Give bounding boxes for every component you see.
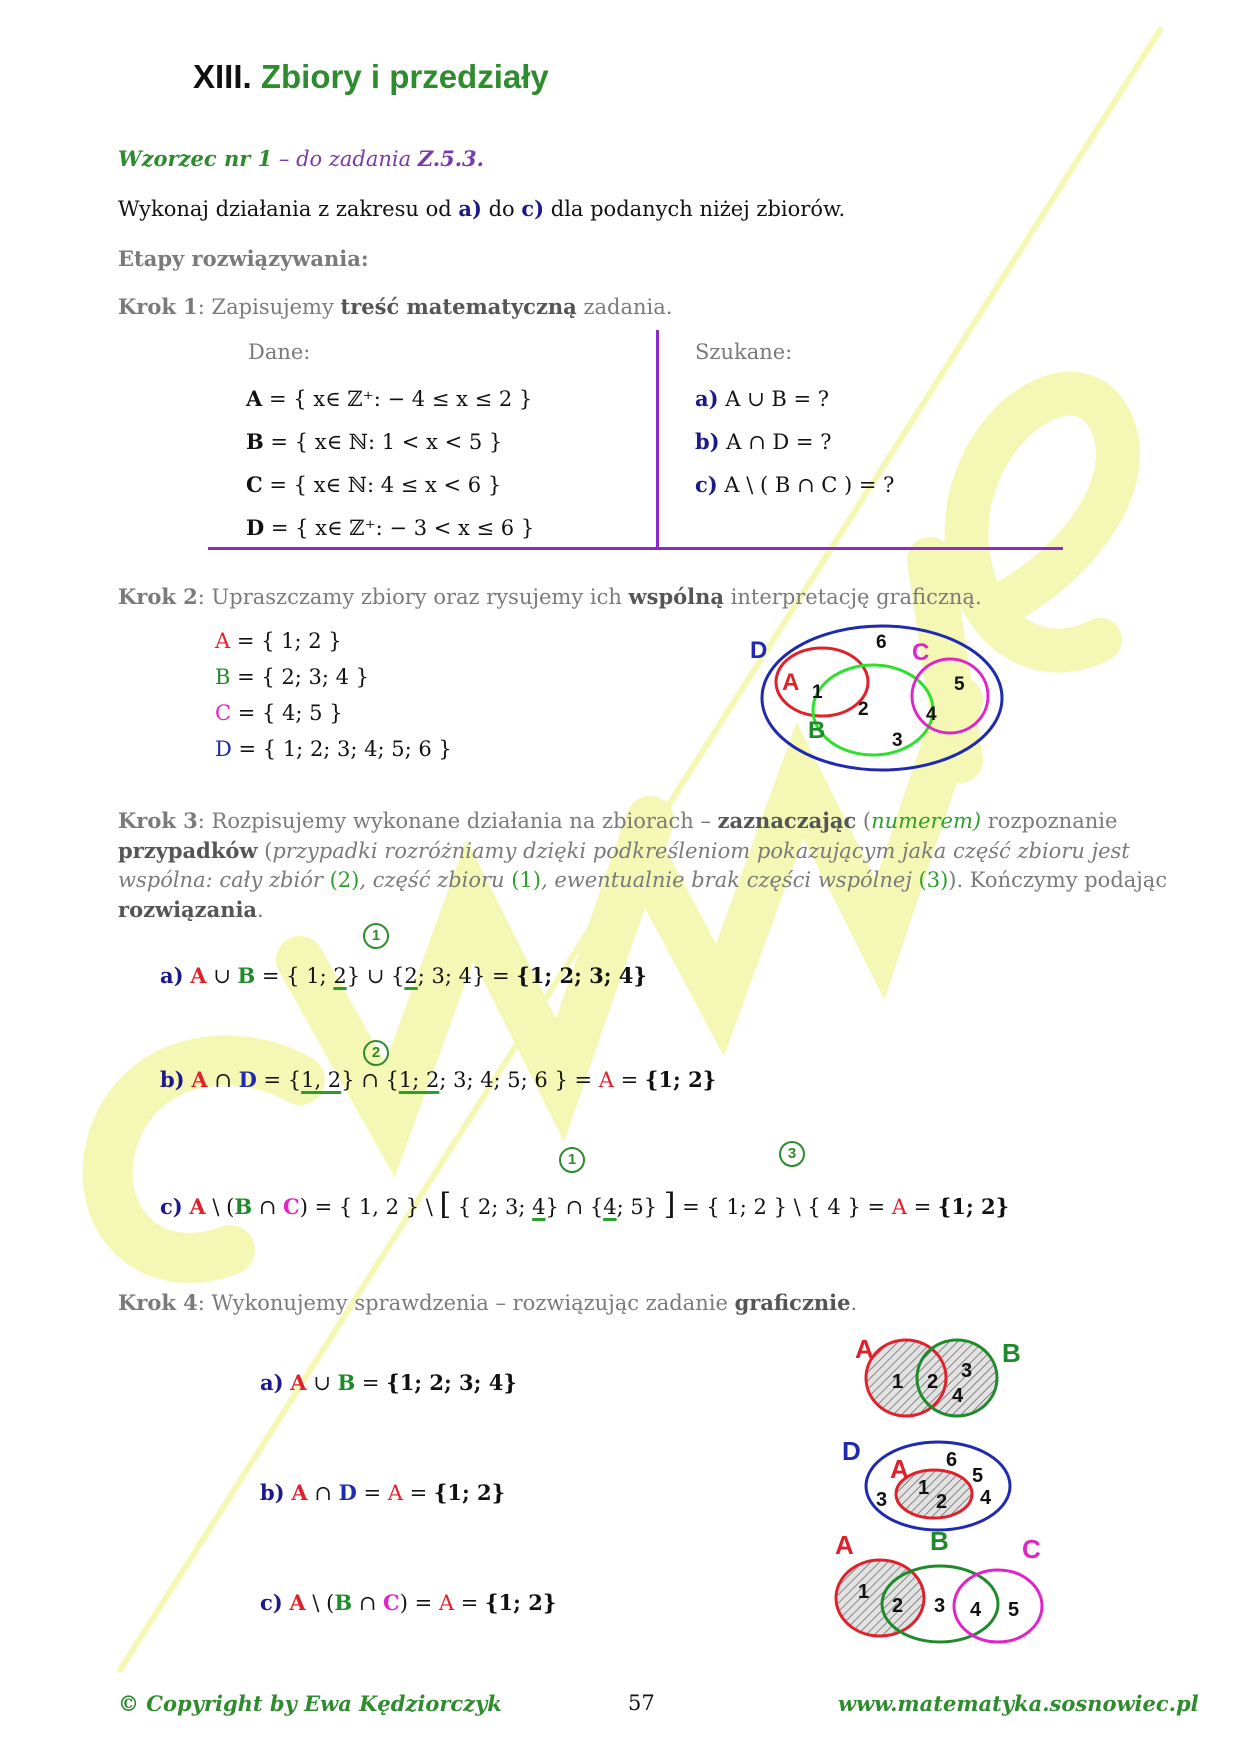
eq-underlined: 1; 2 [398, 1068, 440, 1092]
given-set-body: = { x∈ ℕ: 4 ≤ x < 6 } [262, 473, 502, 497]
given-b [246, 429, 502, 454]
eq-text: = [613, 1068, 645, 1092]
venn-num-5: 5 [1008, 1599, 1020, 1621]
venn-label-d: D [750, 637, 768, 664]
set-name: D [215, 737, 232, 761]
step3-paragraph [118, 806, 1167, 925]
set-name: A [215, 629, 231, 653]
step3-text: ( [257, 839, 273, 863]
check-a [260, 1370, 517, 1395]
given-header: Dane: [248, 340, 311, 364]
given-set-name: B [246, 429, 264, 454]
eq-result: {1; 2} [485, 1590, 557, 1615]
step1-label: Krok 1 [118, 294, 198, 319]
set-body: = { 4; 5 } [231, 701, 343, 725]
page-number: 57 [628, 1691, 655, 1715]
venn-num-3: 3 [892, 730, 903, 751]
venn-label-a: A [835, 1530, 854, 1560]
step3-text: : Rozpisujemy wykonane działania na zbiorach – [197, 809, 718, 833]
step3-text: ( [856, 809, 872, 833]
eq-result: {1; 2} [644, 1067, 717, 1092]
sought-a [695, 386, 829, 411]
venn-set-c [912, 659, 988, 733]
step1-bold: treść matematyczną [340, 294, 577, 319]
step3-green: (1) [511, 868, 541, 892]
venn-num-1: 1 [858, 1581, 870, 1603]
venn-label-a: A [855, 1334, 874, 1364]
check-c [260, 1590, 556, 1615]
eq-set-b: B [237, 963, 256, 988]
step3-text: ). Kończymy podając [948, 868, 1168, 892]
instruction [118, 196, 845, 221]
venn-num-2: 2 [936, 1491, 948, 1513]
set-body: = { 2; 3; 4 } [230, 665, 370, 689]
instruction-mid: do [481, 197, 522, 221]
eq-text: } ∩ { [545, 1195, 604, 1219]
eq-text: ) = { 1, 2 } \ [299, 1195, 440, 1219]
sought-header: Szukane: [695, 340, 793, 364]
eq-set-a: A [191, 1067, 208, 1092]
venn-num-3: 3 [876, 1489, 888, 1511]
pattern-task: Z.5.3. [417, 146, 484, 171]
eq-set-d: D [338, 1480, 357, 1505]
venn-label-d: D [842, 1436, 861, 1466]
step4-post: . [850, 1291, 858, 1315]
chapter-title: Zbiory i przedziały [260, 58, 549, 95]
venn-label-c: C [912, 639, 930, 666]
step3-italic: wspólna: cały zbiór [118, 868, 330, 892]
step1-heading [118, 294, 672, 319]
venn-diagram-main [740, 620, 1020, 780]
eq-op: ∩ [352, 1591, 384, 1615]
step3-green: numerem) [871, 809, 982, 833]
eq-text: } ∪ { [346, 964, 405, 988]
step1-post: zadania. [576, 295, 673, 319]
eq-underlined: 2 [404, 964, 418, 988]
eq-set-a: A [598, 1068, 614, 1092]
venn-check-b [838, 1432, 1018, 1532]
case-marker: 2 [363, 1040, 389, 1066]
eq-label: c) [260, 1590, 283, 1615]
eq-op: ∩ [207, 1068, 239, 1092]
venn-num-4: 4 [980, 1487, 992, 1509]
equation-b [160, 1067, 716, 1092]
eq-text: = { [256, 1068, 302, 1092]
sought-body: A \ ( B ∩ C ) = ? [717, 473, 895, 497]
given-set-body: = { x∈ ℕ: 1 < x < 5 } [263, 430, 503, 454]
simplified-a [215, 629, 342, 653]
eq-bracket: [ [439, 1187, 452, 1222]
case-marker: 3 [779, 1141, 805, 1167]
venn-label-b: B [808, 717, 826, 744]
sought-label: c) [695, 472, 718, 497]
stages-heading: Etapy rozwiązywania: [118, 246, 369, 271]
eq-set-c: C [283, 1194, 300, 1219]
eq-underlined: 4 [603, 1195, 617, 1219]
eq-text: \ ( [205, 1195, 235, 1219]
case-marker: 1 [363, 923, 389, 949]
venn-label-b: B [1002, 1338, 1021, 1368]
step3-text: rozpoznanie [981, 809, 1118, 833]
step4-bold: graficznie [734, 1290, 851, 1315]
step3-italic: , część zbioru [359, 868, 512, 892]
step3-bold: rozwiązania [118, 897, 258, 922]
step3-bold: przypadków [118, 838, 258, 863]
eq-text: { 2; 3; [451, 1195, 533, 1219]
sought-body: A ∩ D = ? [719, 430, 832, 454]
eq-underlined: 4 [532, 1195, 546, 1219]
sought-body: A ∪ B = ? [718, 387, 829, 411]
given-set-name: A [246, 386, 263, 411]
venn-num-2: 2 [858, 699, 869, 720]
pattern-dash: – do zadania [272, 147, 418, 171]
venn-num-3: 3 [934, 1595, 946, 1617]
venn-num-2: 2 [927, 1371, 939, 1393]
step3-text: . [257, 898, 264, 922]
eq-set-a: A [291, 1480, 308, 1505]
eq-text: } ∩ { [341, 1068, 399, 1092]
eq-set-a: A [190, 963, 207, 988]
eq-result: {1; 2; 3; 4} [516, 963, 647, 988]
venn-check-a [850, 1330, 1030, 1425]
step1-pre: : Zapisujemy [197, 295, 341, 319]
venn-num-4: 4 [926, 704, 937, 725]
given-set-body: = { x∈ ℤ⁺: − 3 < x ≤ 6 } [264, 516, 535, 540]
eq-label: b) [160, 1067, 185, 1092]
venn-label-c: C [1022, 1534, 1041, 1564]
step2-post: interpretację graficzną. [724, 585, 982, 609]
eq-label: c) [160, 1194, 183, 1219]
venn-num-2: 2 [892, 1595, 904, 1617]
eq-label: a) [160, 963, 184, 988]
equation-a [160, 963, 647, 988]
eq-result: {1; 2} [433, 1480, 506, 1505]
eq-text: \ ( [305, 1591, 335, 1615]
venn-num-1: 1 [918, 1477, 930, 1499]
step4-heading [118, 1290, 857, 1315]
sought-b [695, 429, 831, 454]
eq-text: ; 5} [616, 1195, 664, 1219]
eq-text: ; 3; 4} = [417, 964, 517, 988]
footer-copyright: © Copyright by Ewa Kędziorczyk [118, 1691, 502, 1716]
case-marker: 1 [559, 1147, 585, 1173]
venn-num-4: 4 [952, 1385, 964, 1407]
check-b [260, 1480, 505, 1505]
venn-num-1: 1 [812, 682, 823, 703]
eq-set-a: A [289, 1590, 306, 1615]
given-a [246, 386, 532, 411]
venn-num-6: 6 [946, 1449, 958, 1471]
eq-set-b: B [337, 1370, 356, 1395]
instruction-pre: Wykonaj działania z zakresu od [118, 197, 459, 221]
venn-num-5: 5 [954, 674, 965, 695]
set-body: = { 1; 2; 3; 4; 5; 6 } [231, 737, 452, 761]
eq-text: = { 1; [255, 964, 334, 988]
table-divider-horizontal [208, 547, 1063, 550]
eq-text: = [355, 1371, 387, 1395]
pattern-line [118, 146, 484, 171]
eq-set-d: D [238, 1067, 257, 1092]
step2-bold: wspólną [628, 584, 724, 609]
eq-set-a: A [387, 1481, 403, 1505]
page-title [193, 58, 549, 96]
eq-op: ∪ [306, 1371, 338, 1395]
venn-check-c [830, 1526, 1060, 1646]
simplified-b [215, 665, 369, 689]
eq-bracket: ] [663, 1187, 676, 1222]
step3-bold: zaznaczając [717, 808, 857, 833]
chapter-number: XIII. [193, 58, 252, 95]
eq-underlined: 1, 2 [301, 1068, 342, 1092]
simplified-d [215, 737, 452, 761]
eq-label: b) [260, 1480, 285, 1505]
sought-label: a) [695, 386, 719, 411]
venn-num-3: 3 [961, 1360, 973, 1382]
given-set-body: = { x∈ ℤ⁺: − 4 ≤ x ≤ 2 } [262, 387, 533, 411]
eq-set-a: A [438, 1591, 455, 1615]
instruction-post: dla podanych niżej zbiorów. [544, 197, 846, 221]
eq-text: = [402, 1481, 434, 1505]
step3-green: (2) [329, 868, 360, 892]
eq-op: ∩ [252, 1195, 284, 1219]
step4-pre: : Wykonujemy sprawdzenia – rozwiązując zadanie [197, 1291, 735, 1315]
table-divider-vertical [656, 330, 659, 548]
eq-underlined: 2 [333, 964, 347, 988]
step2-label: Krok 2 [118, 584, 198, 609]
equation-c [160, 1187, 1009, 1222]
venn-num-6: 6 [876, 632, 887, 653]
step3-green: (3) [918, 868, 949, 892]
eq-text: = { 1; 2 } \ { 4 } = [675, 1195, 892, 1219]
footer-url[interactable]: www.matematyka.sosnowiec.pl [838, 1691, 1199, 1716]
eq-set-a: A [891, 1195, 907, 1219]
given-set-name: D [246, 515, 265, 540]
given-c [246, 472, 501, 497]
set-name: B [215, 665, 231, 689]
eq-set-a: A [189, 1194, 206, 1219]
simplified-c [215, 701, 343, 725]
eq-label: a) [260, 1370, 284, 1395]
eq-text: = [356, 1481, 388, 1505]
step2-heading [118, 584, 982, 609]
given-d [246, 515, 534, 540]
instruction-c: c) [521, 196, 545, 221]
eq-text: = [906, 1195, 938, 1219]
given-set-name: C [246, 472, 263, 497]
set-name: C [215, 701, 232, 725]
venn-label-a: A [890, 1454, 909, 1484]
eq-set-a: A [290, 1370, 307, 1395]
venn-label-a: A [782, 669, 800, 696]
eq-result: {1; 2} [937, 1194, 1010, 1219]
sought-label: b) [695, 429, 720, 454]
set-body: = { 1; 2 } [230, 629, 342, 653]
step2-pre: : Upraszczamy zbiory oraz rysujemy ich [197, 585, 629, 609]
pattern-label: Wzorzec nr 1 [118, 146, 273, 171]
eq-op: ∪ [206, 964, 238, 988]
step3-label: Krok 3 [118, 808, 198, 833]
venn-num-1: 1 [892, 1371, 904, 1393]
eq-text: = [454, 1591, 486, 1615]
eq-set-c: C [383, 1590, 400, 1615]
venn-num-4: 4 [970, 1599, 982, 1621]
sought-c [695, 472, 894, 497]
eq-text: ; 3; 4; 5; 6 } = [439, 1068, 599, 1092]
step3-italic: , ewentualnie brak części wspólnej [540, 868, 919, 892]
eq-op: ∩ [307, 1481, 339, 1505]
venn-num-5: 5 [972, 1465, 984, 1487]
eq-text: ) = [399, 1591, 439, 1615]
eq-set-b: B [234, 1194, 253, 1219]
instruction-a: a) [458, 196, 482, 221]
eq-set-b: B [334, 1590, 353, 1615]
step4-label: Krok 4 [118, 1290, 198, 1315]
eq-result: {1; 2; 3; 4} [386, 1370, 517, 1395]
venn-label-b: B [930, 1526, 949, 1556]
step3-italic: przypadki rozróżniamy dzięki podkreśleniom pokazującym jaka część zbioru jest [272, 839, 1130, 863]
